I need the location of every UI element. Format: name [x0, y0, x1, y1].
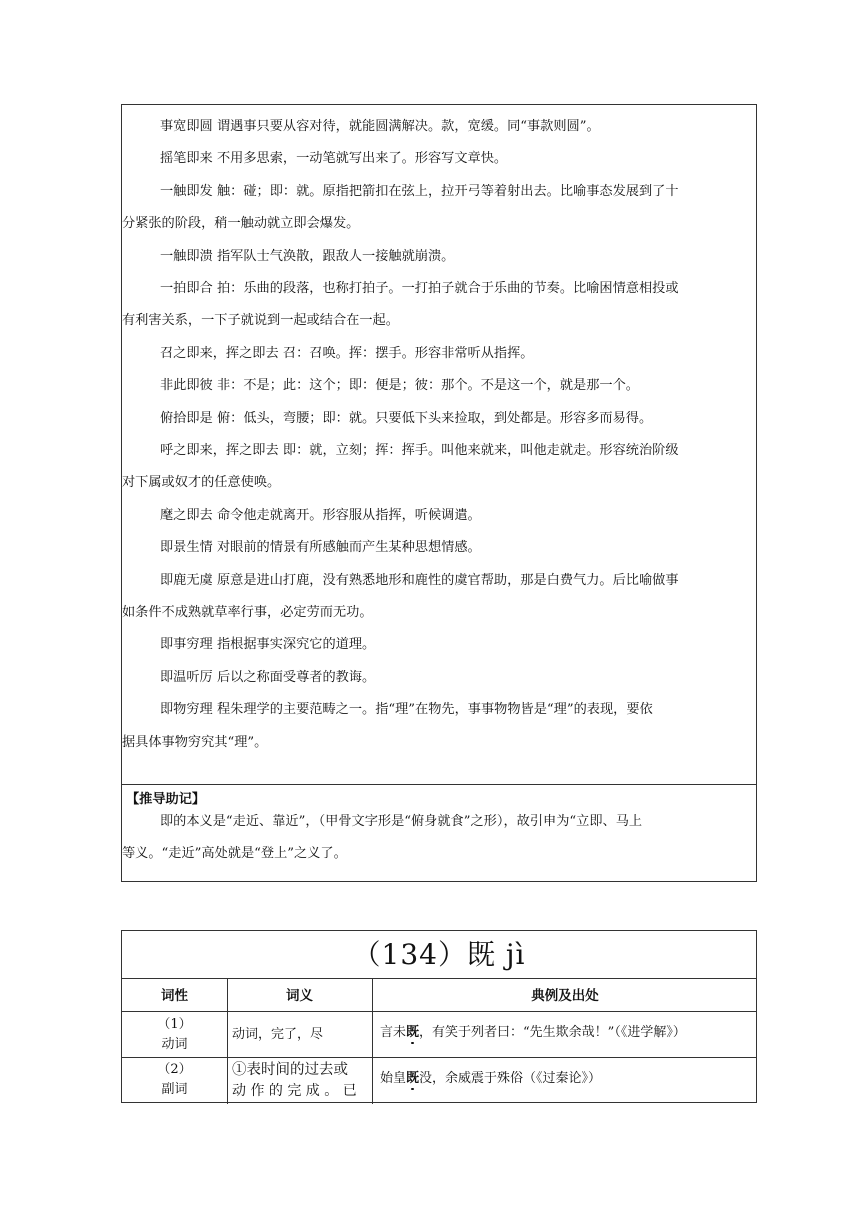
- row1-meaning: 动词，完了，尽: [232, 1027, 324, 1042]
- header-meaning: 词义: [286, 988, 313, 1004]
- idiom-entry: 即温听厉 后以之称面受尊者的教诲。: [160, 669, 376, 685]
- idiom-entry: 即鹿无虞 原意是进山打鹿，没有熟悉地形和鹿性的虞官帮助，那是白费气力。后比喻做事: [160, 572, 679, 588]
- row1-pos: 动词: [161, 1037, 188, 1052]
- idiom-entry: 呼之即来，挥之即去 即：就，立刻；挥：挥手。叫他来就来，叫他走就走。形容统治阶级: [160, 443, 679, 458]
- row2-meaning-line-2: 动 作 的 完 成 。 已: [232, 1083, 357, 1099]
- row-divider: [122, 1057, 756, 1058]
- idiom-entries-box: [121, 104, 757, 882]
- row1-example: [380, 1024, 686, 1042]
- idiom-entry-continuation: 对下属或奴才的任意使唤。: [122, 475, 281, 491]
- idiom-entry: 即事穷理 指根据事实深究它的道理。: [160, 637, 376, 653]
- idiom-entry: 事宽即圆 谓遇事只要从容对待，就能圆满解决。款，宽缓。同“事款则圆”。: [160, 119, 600, 134]
- idiom-entry: 召之即来，挥之即去 召：召唤。挥：摆手。形容非常听从指挥。: [160, 345, 534, 361]
- header-example: 典例及出处: [531, 988, 599, 1004]
- header-divider: [122, 1011, 756, 1012]
- row2-pos: 副词: [161, 1082, 188, 1097]
- idiom-entry-continuation: 据具体事物穷究其“理”。: [122, 734, 268, 750]
- idiom-entry: 俯拾即是 俯：低头，弯腰；即：就。只要低下头来捡取，到处都是。形容多而易得。: [160, 410, 653, 426]
- row1-example-pre: 言未: [380, 1025, 407, 1040]
- row1-number: （1）: [157, 1017, 192, 1032]
- row2-number: （2）: [157, 1062, 192, 1077]
- idiom-entry: 一触即发 触：碰；即：就。原指把箭扣在弦上，拉开弓等着射出去。比喻事态发展到了十: [160, 183, 679, 199]
- idiom-entry: 麾之即去 命令他走就离开。形容服从指挥，听候调遣。: [160, 507, 481, 523]
- idiom-entry: 一拍即合 拍：乐曲的段落，也称打拍子。一打拍子就合于乐曲的节奏。比喻困情意相投或: [160, 281, 679, 296]
- idiom-entry: 摇笔即来 不用多思索，一动笔就写出来了。形容写文章快。: [160, 151, 508, 167]
- idiom-entry-continuation: 有利害关系，一下子就说到一起或结合在一起。: [122, 313, 399, 329]
- idiom-entry-list: [122, 105, 756, 784]
- character-table: [121, 930, 757, 1103]
- mnemonic-line-1: 即的本义是“走近、靠近”，（甲骨文字形是“俯身就食”之形），故引申为“立即、马上: [160, 814, 643, 829]
- idiom-entry-continuation: 如条件不成熟就草率行事，必定劳而无功。: [122, 605, 373, 620]
- row2-example-pre: 始皇: [380, 1071, 407, 1086]
- idiom-entry: 即物穷理 程朱理学的主要范畴之一。指“理”在物先，事事物物皆是“理”的表现，要依: [160, 702, 653, 718]
- idiom-entry: 即景生情 对眼前的情景有所感触而产生某种思想情感。: [160, 540, 481, 556]
- row2-example-post: 没，余威震于殊俗（《过秦论》）: [419, 1071, 602, 1086]
- mnemonic-line-2: 等义。“走近”高处就是“登上”之义了。: [122, 846, 347, 861]
- row1-example-post: ，有笑于列者曰：“先生欺余哉！”（《进学解》）: [419, 1025, 686, 1040]
- idiom-entry: 一触即溃 指军队士气涣散，跟敌人一接触就崩溃。: [160, 248, 455, 264]
- row2-meaning-line-1: ①表时间的过去或: [232, 1062, 348, 1078]
- mnemonic-title: 【推导助记】: [126, 792, 206, 807]
- idiom-entry-continuation: 分紧张的阶段，稍一触动就立即会爆发。: [122, 216, 360, 232]
- table-title: （134）既 jì: [122, 931, 756, 979]
- emphasized-char: 既: [406, 1025, 420, 1040]
- idiom-entry: 非此即彼 非：不是；此：这个；即：便是；彼：那个。不是这一个，就是那一个。: [160, 378, 639, 394]
- row2-example: [380, 1070, 601, 1088]
- header-pos: 词性: [161, 988, 188, 1004]
- emphasized-char: 既: [406, 1071, 420, 1086]
- section-divider: [122, 784, 756, 785]
